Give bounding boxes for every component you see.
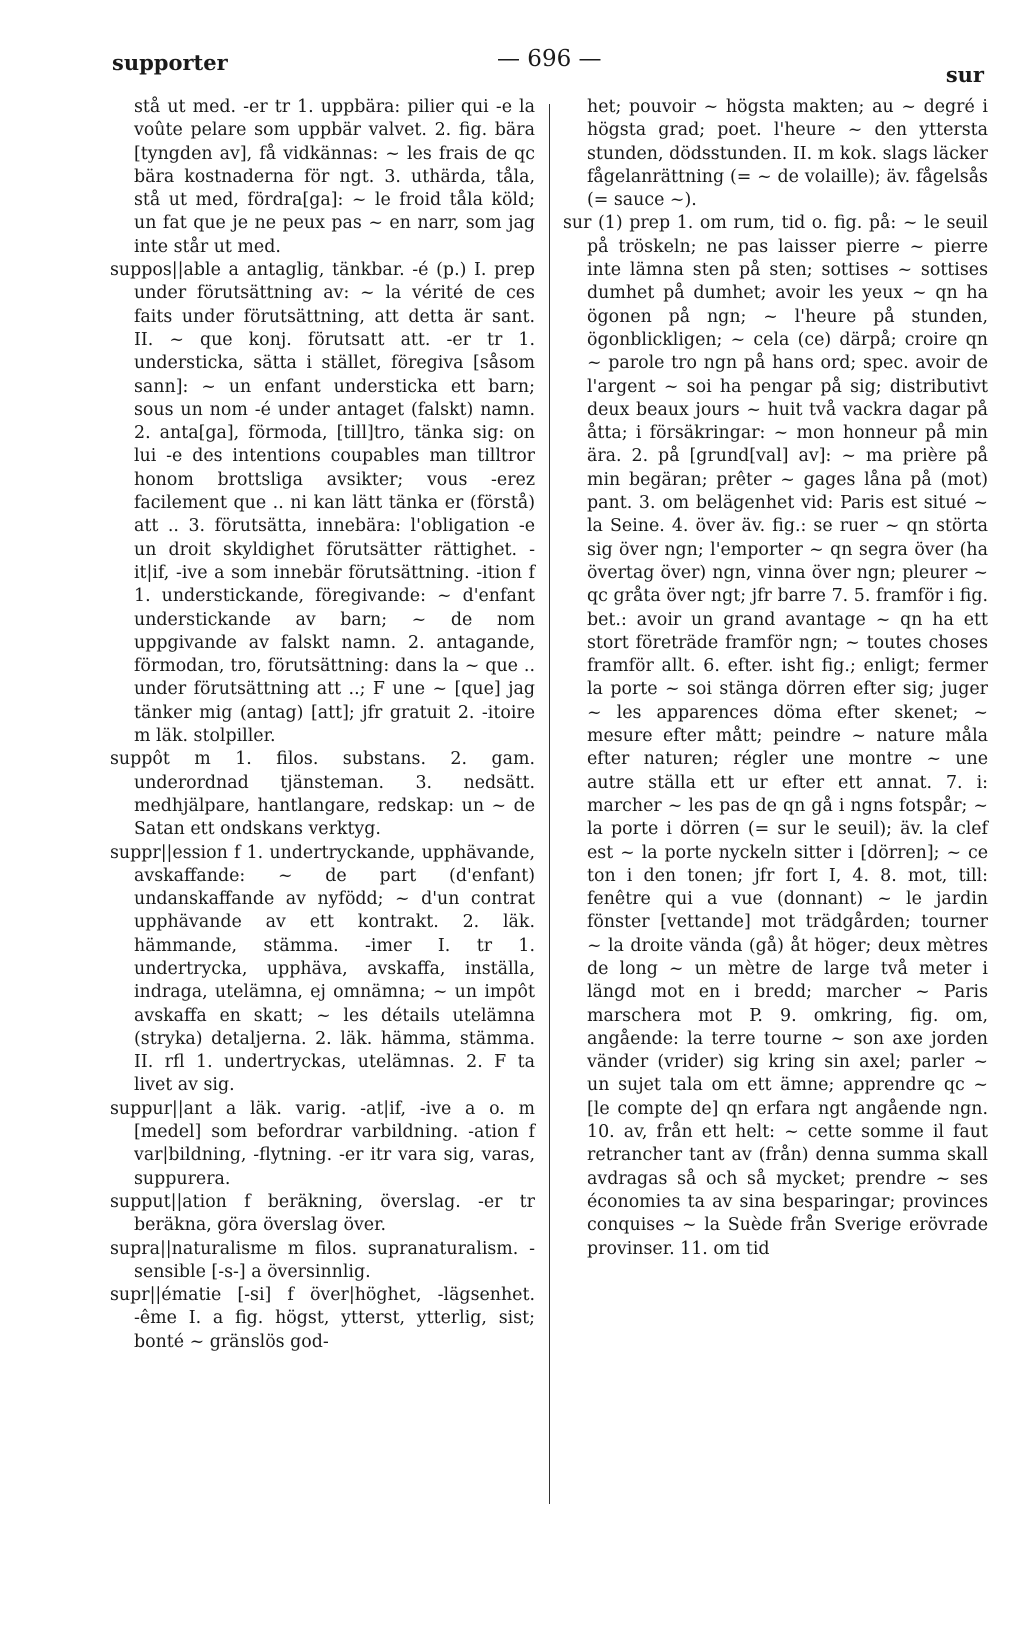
entry-suppot: suppôt m 1. filos. substans. 2. gam. underordnad tjänsteman. 3. nedsätt. medhjälpare, hantlangare, redskap: un ~ de Satan ett ondskans verktyg. <box>110 749 535 840</box>
header-right-guideword: sur <box>945 62 984 87</box>
entry-supranaturalisme: supra||naturalisme m filos. supranaturalism. -sensible [-s-] a översinnlig. <box>110 1238 535 1282</box>
entry-supreme-continued: het; pouvoir ~ högsta makten; au ~ degré i högsta grad; poet. l'heure ~ den yttersta stunden, dödsstunden. II. m kok. slags läcker fågelanrättning (= ~ de volaille); äv. fågelsås (= sauce ~). <box>587 97 988 211</box>
left-column <box>110 96 535 1354</box>
page-number: — 696 — <box>497 46 602 72</box>
page-header <box>112 42 994 87</box>
right-column <box>563 96 988 1261</box>
entry-supporter-continued: stå ut med. -er tr 1. uppbära: pilier qui -e la voûte pelare som uppbär valvet. 2. fig. bära [tyngden av], få vidkännas: ~ les frais de qc bära kostnaderna för ngt. 3. uthärda, tåla, stå ut med, fördra[ga]: ~ le froid tåla köld; un fat que je ne peux pas ~ en narr, som jag inte står ut med. <box>134 97 535 257</box>
column-divider <box>549 104 550 1504</box>
entry-suppurant: suppur||ant a läk. varig. -at|if, -ive a o. m [medel] som befordrar varbildning. -ation f var|bildning, -flytning. -er itr vara sig, varas, suppurera. <box>110 1098 535 1189</box>
entry-supposable: suppos||able a antaglig, tänkbar. -é (p.) I. prep under förutsättning av: ~ la vérité de ces faits under förutsättning, att detta är sant. II. ~ que konj. förutsatt att. -er tr 1. understicka, sätta i stället, föregiva [såsom sann]: ~ un enfant understicka ett barn; sous un nom -é under antaget (falskt) namn. 2. anta[ga], förmoda, [till]tro, tänka sig: on lui -e des intentions coupables man tilltror honom brottsliga avsikter; vous -erez facilement que .. ni kan lätt tänka er (förstå) att .. 3. förutsätta, innebära: l'obligation -e un droit skyldighet förutsätter rättighet. -it|if, -ive a som innebär förutsättning. -ition f 1. understickande, föregivande: ~ d'enfant understickande av barn; ~ de nom uppgivande av falskt namn. 2. antagande, förmodan, tro, förutsättning: dans la ~ que .. under förutsättning att ..; F une ~ [que] jag tänker mig (antag) [att]; jfr gratuit 2. -itoire m läk. stolpiller. <box>110 260 535 747</box>
entry-sur: sur (1) prep 1. om rum, tid o. fig. på: ~ le seuil på tröskeln; ne pas laisser pierre ~ pierre inte lämna sten på sten; sottises ~ sottises dumhet på dumhet; avoir les yeux ~ qn ha ögonen på ngn; ~ l'heure på stunden, ögonblickligen; ~ cela (ce) därpå; croire qn ~ parole tro ngn på hans ord; spec. avoir de l'argent ~ soi ha pengar på sig; distributivt deux beaux jours ~ huit två vackra dagar på åtta; i försäkringar: ~ mon honneur på min ära. 2. på [grund[val] av]: ~ ma prière på min begäran; prêter ~ gages låna på (mot) pant. 3. om belägenhet vid: Paris est situé ~ la Seine. 4. över äv. fig.: se ruer ~ qn störta sig över ngn; l'emporter ~ qn segra över (ha övertag över) ngn, vinna över ngn; pleurer ~ qc gråta över ngt; jfr barre 7. 5. framför i fig. bet.: avoir un grand avantage ~ qn ha ett stort företräde framför ngn; ~ toutes choses framför allt. 6. efter. isht fig.; enligt; fermer la porte ~ soi stänga dörren efter sig; juger ~ les apparences döma efter skenet; ~ mesure efter mått; peindre ~ nature måla efter naturen; régler une montre ~ une autre ställa ett ur efter ett annat. 7. i: marcher ~ les pas de qn gå i ngns fotspår; ~ la porte i dörren (= sur le seuil); äv. la clef est ~ la porte nyckeln sitter i [dörren]; ~ ce ton i den tonen; jfr fort I, 4. 8. mot, till: fenêtre qui a vue (donnant) ~ le jardin fönster [vettande] mot trädgården; tourner ~ la droite vända (gå) åt höger; deux mètres de long ~ un mètre de large två meter i längd mot en i bredd; marcher ~ Paris marschera mot P. 9. omkring, fig. om, angående: la terre tourne ~ son axe jorden vänder (vrider) sig kring sin axel; parler ~ un sujet tala om ett ämne; apprendre qc ~ [le compte de] qn erfara ngt angående ngn. 10. av, från ett helt: ~ cette somme il faut retrancher tant av (från) denna summa skall avdragas så och så mycket; prendre ~ ses économies ta av sina besparingar; provinces conquises ~ la Suède från Sverige erövrade provinser. 11. om tid <box>563 213 988 1259</box>
entry-supputation: supput||ation f beräkning, överslag. -er tr beräkna, göra överslag över. <box>110 1191 535 1236</box>
header-left-guideword: supporter <box>112 50 228 75</box>
entry-suprematie: supr||ématie [-si] f över|höghet, -lägsenhet. -ême I. a fig. högst, ytterst, ytterlig, sist; bonté ~ gränslös god- <box>110 1285 535 1352</box>
entry-suppression: suppr||ession f 1. undertryckande, upphävande, avskaffande: ~ de part (d'enfant) undanskaffande av nyfödd; ~ d'un contrat upphävande av ett kontrakt. 2. läk. hämmande, stämma. -imer I. tr 1. undertrycka, upphäva, avskaffa, inställa, indraga, utelämna, ej omnämna; ~ un impôt avskaffa en skatt; ~ les détails utelämna (stryka) detaljerna. 2. läk. hämma, stämma. II. rfl 1. undertryckas, utelämnas. 2. F ta livet av sig. <box>110 842 535 1096</box>
